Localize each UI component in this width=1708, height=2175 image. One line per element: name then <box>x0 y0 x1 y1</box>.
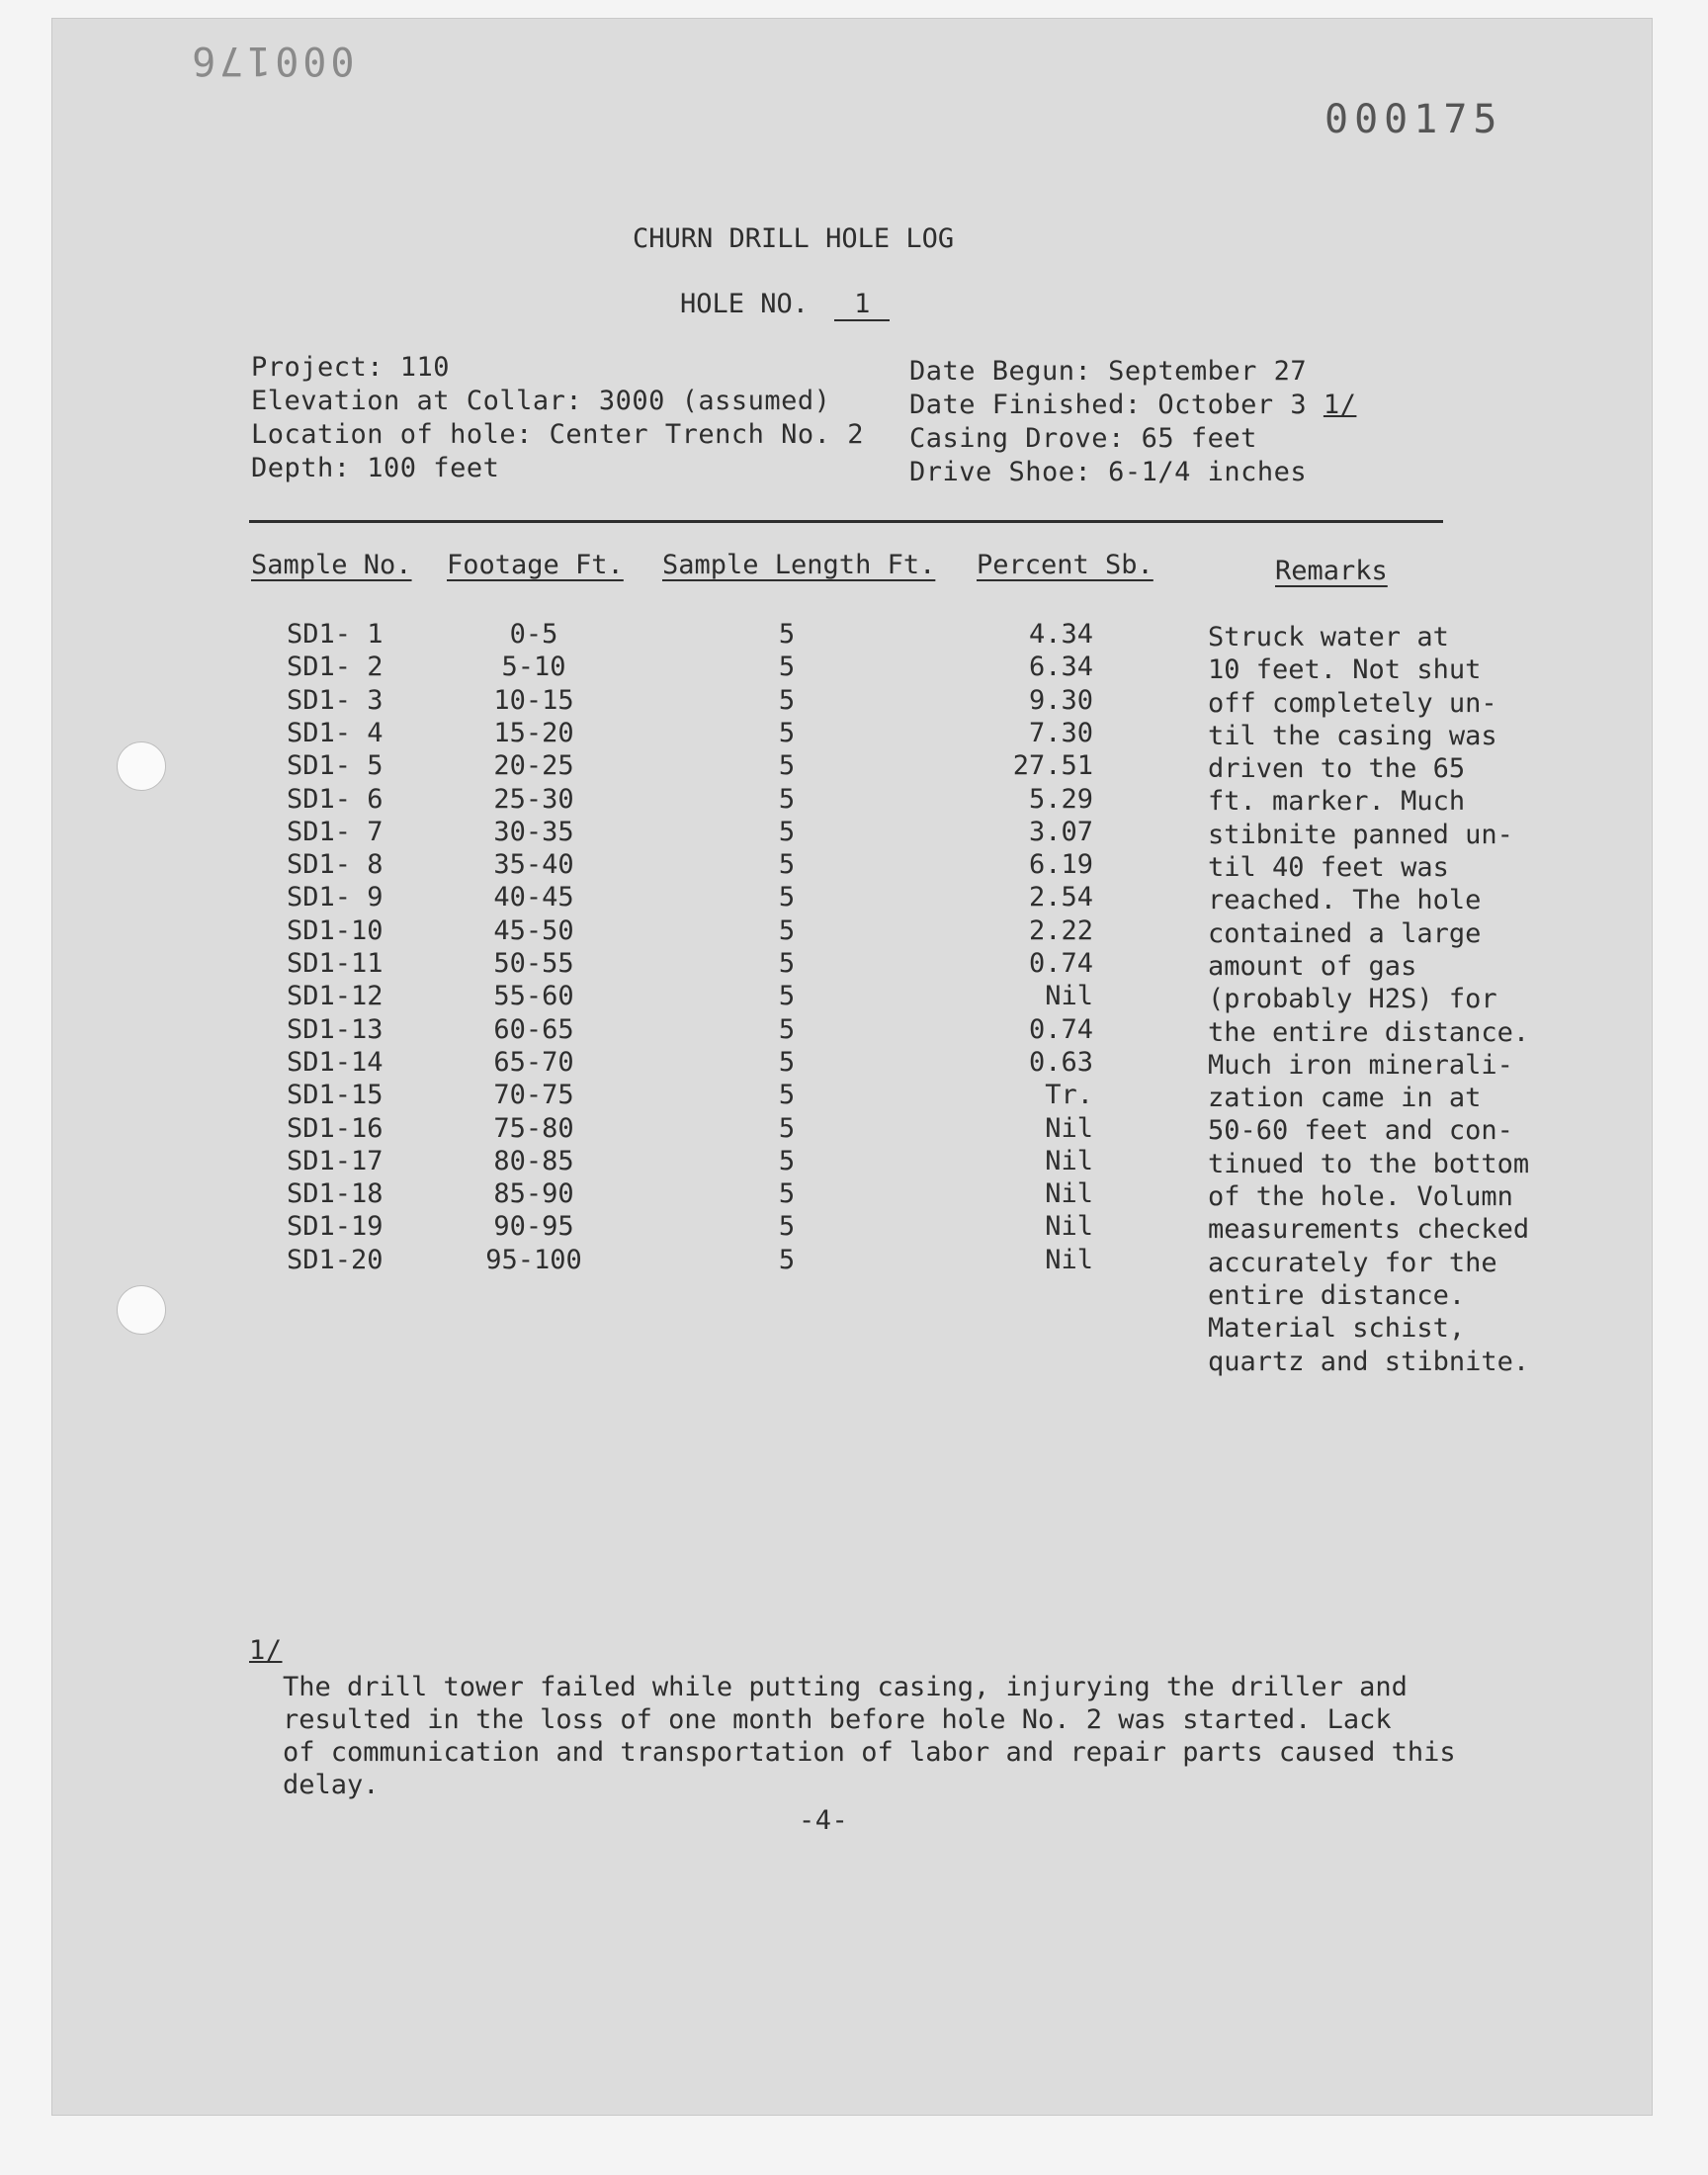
casing-drove-line: Casing Drove: 65 feet <box>909 423 1257 454</box>
sample-no-cell: SD1-14 <box>287 1046 384 1078</box>
percent-sb-cell: Nil <box>1045 1244 1093 1275</box>
footage-cell: 10-15 <box>493 684 574 716</box>
footage-cell: 0-5 <box>509 619 558 650</box>
page-number: -4- <box>799 1805 849 1836</box>
date-finished-footnote-ref: 1/ <box>1323 390 1357 420</box>
sample-no-cell: SD1- 3 <box>287 684 384 716</box>
sample-length-cell: 5 <box>778 1211 796 1243</box>
remarks-line: Material schist, <box>1208 1313 1466 1345</box>
sample-no-cell: SD1-19 <box>287 1211 384 1243</box>
sample-length-cell: 5 <box>778 1080 796 1111</box>
remarks-line: off completely un- <box>1208 687 1497 719</box>
remarks-line: of the hole. Volumn <box>1208 1181 1513 1213</box>
sample-length-cell: 5 <box>778 914 796 946</box>
sample-no-cell: SD1- 1 <box>287 619 384 650</box>
remarks-line: quartz and stibnite. <box>1208 1346 1530 1377</box>
footage-cell: 70-75 <box>493 1080 574 1111</box>
corner-stamp: 000176 <box>188 38 355 83</box>
footage-cell: 35-40 <box>493 849 574 881</box>
hole-label: HOLE NO. <box>680 289 810 319</box>
percent-sb-cell: 9.30 <box>1028 684 1093 716</box>
remarks-line: 50-60 feet and con- <box>1208 1115 1513 1147</box>
footnote-text <box>283 1671 1456 1801</box>
footage-cell: 15-20 <box>493 717 574 748</box>
remarks-line: reached. The hole <box>1208 885 1482 916</box>
sample-no-cell: SD1- 8 <box>287 849 384 881</box>
footage-cell: 95-100 <box>485 1244 582 1275</box>
remarks-line: Struck water at <box>1208 622 1449 652</box>
page-number-stamp: 000175 <box>1324 97 1503 142</box>
remarks-line: stibnite panned un- <box>1208 819 1513 850</box>
sample-length-cell: 5 <box>778 1145 796 1176</box>
remarks-line: driven to the 65 <box>1208 753 1466 785</box>
sample-length-cell: 5 <box>778 1046 796 1078</box>
column-header-sample-length: Sample Length Ft. <box>662 550 936 580</box>
sample-length-cell: 5 <box>778 849 796 881</box>
percent-sb-cell: Nil <box>1045 1178 1093 1210</box>
percent-sb-cell: Nil <box>1045 981 1093 1012</box>
percent-sb-cell: 3.07 <box>1028 816 1093 847</box>
sample-no-cell: SD1-10 <box>287 914 384 946</box>
sample-length-cell: 5 <box>778 750 796 782</box>
footage-cell: 80-85 <box>493 1145 574 1176</box>
header-divider <box>249 520 1443 523</box>
footnote-line: delay. <box>283 1770 380 1800</box>
sample-no-cell: SD1-11 <box>287 948 384 979</box>
sample-no-cell: SD1-18 <box>287 1178 384 1210</box>
remarks-line: measurements checked <box>1208 1214 1530 1246</box>
sample-no-cell: SD1-20 <box>287 1244 384 1275</box>
remarks-line: amount of gas <box>1208 950 1417 982</box>
remarks-line: (probably H2S) for <box>1208 984 1497 1015</box>
sample-length-cell: 5 <box>778 783 796 815</box>
sample-length-cell: 5 <box>778 619 796 650</box>
sample-no-cell: SD1-12 <box>287 981 384 1012</box>
location-line: Location of hole: Center Trench No. 2 <box>251 419 864 450</box>
column-header-percent-sb: Percent Sb. <box>977 550 1153 580</box>
footage-cell: 90-95 <box>493 1211 574 1243</box>
remarks-block <box>1208 621 1529 1378</box>
sample-length-cell: 5 <box>778 981 796 1012</box>
remarks-line: contained a large <box>1208 917 1482 949</box>
remarks-line: til the casing was <box>1208 720 1497 751</box>
column-header-sample-no: Sample No. <box>251 550 412 580</box>
date-finished-text: Date Finished: October 3 <box>909 390 1308 420</box>
footnote-line: The drill tower failed while putting casing, injurying the driller and <box>283 1672 1408 1702</box>
sample-no-cell: SD1- 9 <box>287 882 384 914</box>
drive-shoe-line: Drive Shoe: 6-1/4 inches <box>909 457 1308 487</box>
remarks-line: tinued to the bottom <box>1208 1148 1530 1179</box>
sample-no-cell: SD1-17 <box>287 1145 384 1176</box>
sample-no-cell: SD1-16 <box>287 1112 384 1144</box>
hole-number: 1 <box>834 289 890 321</box>
remarks-line: accurately for the <box>1208 1247 1497 1278</box>
sample-no-cell: SD1-15 <box>287 1080 384 1111</box>
remarks-line: entire distance. <box>1208 1279 1466 1311</box>
sample-no-cell: SD1- 7 <box>287 816 384 847</box>
footage-cell: 85-90 <box>493 1178 574 1210</box>
percent-sb-cell: 0.63 <box>1028 1046 1093 1078</box>
remarks-line: the entire distance. <box>1208 1016 1530 1048</box>
depth-line: Depth: 100 feet <box>251 453 500 483</box>
percent-sb-cell: Nil <box>1045 1112 1093 1144</box>
footage-cell: 45-50 <box>493 914 574 946</box>
footnote-line: of communication and transportation of labor and repair parts caused this <box>283 1737 1456 1768</box>
date-begun-line: Date Begun: September 27 <box>909 356 1308 387</box>
percent-sb-cell: 5.29 <box>1028 783 1093 815</box>
remarks-line: ft. marker. Much <box>1208 786 1466 818</box>
remarks-line: til 40 feet was <box>1208 852 1449 884</box>
percent-sb-cell: Tr. <box>1045 1080 1093 1111</box>
hole-number-line <box>680 289 890 321</box>
percent-sb-cell: 7.30 <box>1028 717 1093 748</box>
column-header-footage: Footage Ft. <box>447 550 624 580</box>
remarks-line: 10 feet. Not shut <box>1208 654 1482 686</box>
sample-length-cell: 5 <box>778 816 796 847</box>
sample-no-cell: SD1- 2 <box>287 652 384 683</box>
percent-sb-cell: 27.51 <box>1012 750 1093 782</box>
sample-length-cell: 5 <box>778 717 796 748</box>
footage-cell: 5-10 <box>501 652 566 683</box>
document-title: CHURN DRILL HOLE LOG <box>633 223 955 254</box>
footnote-line: resulted in the loss of one month before hole No. 2 was started. Lack <box>283 1704 1392 1735</box>
sample-length-cell: 5 <box>778 684 796 716</box>
remarks-line: zation came in at <box>1208 1083 1482 1114</box>
sample-length-cell: 5 <box>778 1013 796 1045</box>
percent-sb-cell: Nil <box>1045 1145 1093 1176</box>
footage-cell: 60-65 <box>493 1013 574 1045</box>
sample-no-cell: SD1- 4 <box>287 717 384 748</box>
footage-cell: 30-35 <box>493 816 574 847</box>
sample-length-cell: 5 <box>778 948 796 979</box>
footage-cell: 20-25 <box>493 750 574 782</box>
percent-sb-cell: 2.22 <box>1028 914 1093 946</box>
footage-cell: 25-30 <box>493 783 574 815</box>
footage-cell: 50-55 <box>493 948 574 979</box>
sample-no-cell: SD1- 5 <box>287 750 384 782</box>
column-header-remarks: Remarks <box>1275 556 1388 586</box>
percent-sb-cell: 0.74 <box>1028 1013 1093 1045</box>
elevation-line: Elevation at Collar: 3000 (assumed) <box>251 386 831 416</box>
sample-no-cell: SD1-13 <box>287 1013 384 1045</box>
percent-sb-cell: 0.74 <box>1028 948 1093 979</box>
sample-length-cell: 5 <box>778 1178 796 1210</box>
percent-sb-cell: Nil <box>1045 1211 1093 1243</box>
sample-length-cell: 5 <box>778 1112 796 1144</box>
footnote-marker: 1/ <box>249 1635 283 1666</box>
sample-length-cell: 5 <box>778 652 796 683</box>
footage-cell: 55-60 <box>493 981 574 1012</box>
date-finished-line <box>909 390 1356 420</box>
sample-length-cell: 5 <box>778 882 796 914</box>
percent-sb-cell: 6.19 <box>1028 849 1093 881</box>
footage-cell: 75-80 <box>493 1112 574 1144</box>
project-line: Project: 110 <box>251 352 451 383</box>
remarks-line: Much iron minerali- <box>1208 1049 1513 1081</box>
percent-sb-cell: 4.34 <box>1028 619 1093 650</box>
percent-sb-cell: 2.54 <box>1028 882 1093 914</box>
sample-no-cell: SD1- 6 <box>287 783 384 815</box>
footage-cell: 40-45 <box>493 882 574 914</box>
footage-cell: 65-70 <box>493 1046 574 1078</box>
sample-length-cell: 5 <box>778 1244 796 1275</box>
percent-sb-cell: 6.34 <box>1028 652 1093 683</box>
